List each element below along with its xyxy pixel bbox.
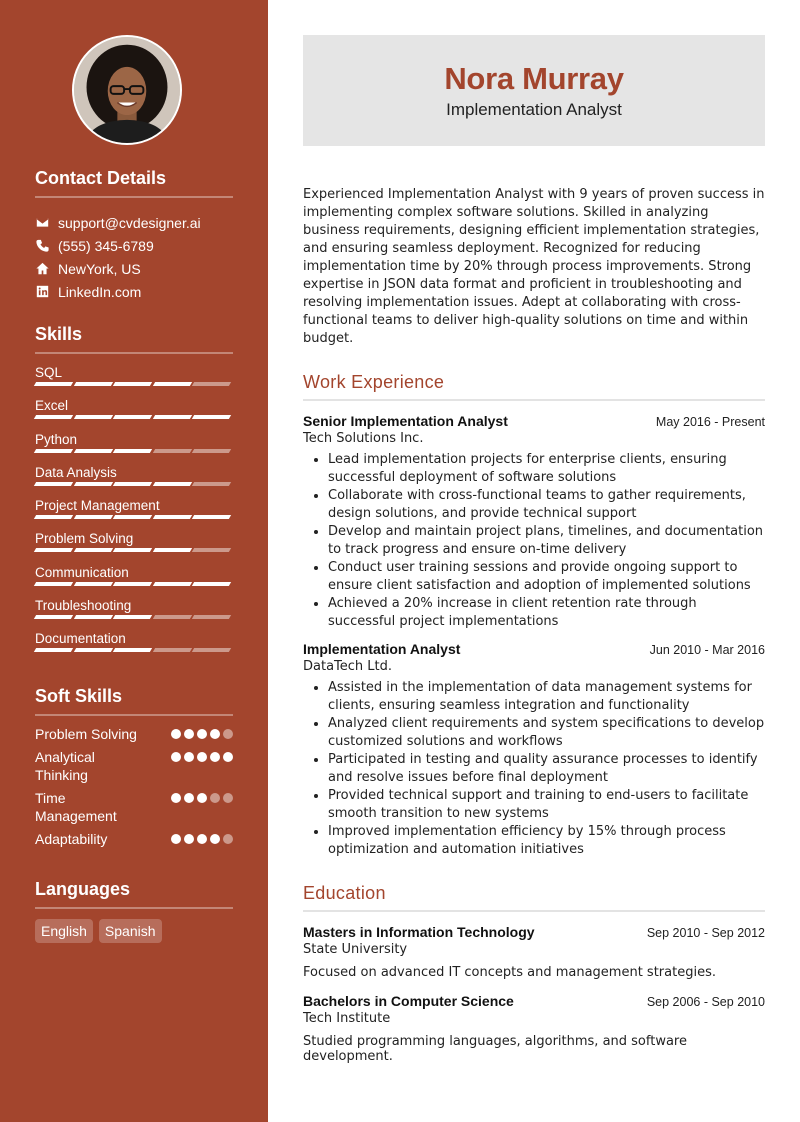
skill-row bbox=[35, 529, 233, 562]
job-date: May 2016 - Present bbox=[655, 415, 765, 429]
rating-dot bbox=[184, 793, 194, 803]
skill-level-segment bbox=[113, 615, 152, 619]
degree-title: Bachelors in Computer Science bbox=[303, 993, 514, 1009]
skill-label: Project Management bbox=[35, 498, 160, 514]
skill-row bbox=[35, 463, 233, 496]
skill-level-segment bbox=[153, 482, 192, 486]
soft-skill-label: Adaptability bbox=[35, 831, 108, 847]
avatar bbox=[74, 37, 180, 143]
skill-level-segment bbox=[153, 415, 192, 419]
work-section bbox=[303, 372, 765, 859]
soft-skill-row bbox=[35, 830, 233, 848]
skill-level-bar bbox=[35, 548, 233, 552]
skill-level-segment bbox=[73, 382, 112, 386]
rating-dot bbox=[171, 793, 181, 803]
job-bullet: • Conduct user training sessions and provide ongoing support to ensure client satisfaction and adoption of implemented solutions bbox=[328, 559, 765, 595]
rating-dot bbox=[171, 834, 181, 844]
skill-level-segment bbox=[113, 415, 152, 419]
rating-dot bbox=[210, 793, 220, 803]
skill-level-segment bbox=[192, 515, 231, 519]
contact-section bbox=[35, 168, 233, 303]
skill-level-segment bbox=[113, 482, 152, 486]
home-icon bbox=[35, 262, 49, 276]
skill-level-bar bbox=[35, 615, 233, 619]
linkedin-icon bbox=[35, 285, 49, 299]
profile-photo bbox=[72, 35, 182, 145]
skill-level-segment bbox=[73, 515, 112, 519]
skill-level-segment bbox=[153, 382, 192, 386]
skill-level-segment bbox=[113, 648, 152, 652]
skill-level-segment bbox=[73, 548, 112, 552]
job-entry bbox=[303, 641, 765, 859]
skill-level-segment bbox=[113, 582, 152, 586]
skill-level-segment bbox=[73, 648, 112, 652]
rating-dot bbox=[223, 834, 233, 844]
rating-dot bbox=[210, 752, 220, 762]
summary: Experienced Implementation Analyst with 9 years of proven success in implementing complex software solutions. Skilled in analyzing business requirements, designing efficient implementation strategies, and ensuring seamless deployment. Recognized for reducing implementation time by 20% through process improvements. Strong expertise in JSON data format and proficient in troubleshooting and resolving implementation issues. Adept at collaborating with cross-functional teams to deliver high-quality solutions on time and within budget. bbox=[303, 187, 765, 346]
skill-level-segment bbox=[113, 449, 152, 453]
skill-label: Problem Solving bbox=[35, 531, 134, 547]
skills-heading: Skills bbox=[35, 324, 233, 354]
skill-level-segment bbox=[34, 548, 73, 552]
skill-level-segment bbox=[192, 548, 231, 552]
soft-skill-rating bbox=[171, 834, 233, 844]
skill-label: Python bbox=[35, 431, 78, 447]
skill-level-segment bbox=[192, 615, 231, 619]
skill-level-segment bbox=[73, 582, 112, 586]
skill-level-bar bbox=[35, 515, 233, 519]
skill-level-bar bbox=[35, 582, 233, 586]
skill-row bbox=[35, 596, 233, 629]
education-section bbox=[303, 883, 765, 1064]
degree-description: Studied programming languages, algorithms, and software development. bbox=[303, 1034, 687, 1064]
skill-level-segment bbox=[153, 449, 192, 453]
skill-level-bar bbox=[35, 648, 233, 652]
job-bullet: • Assisted in the implementation of data management systems for clients, ensuring seamless integration and functionality bbox=[328, 679, 765, 715]
skill-label: Communication bbox=[35, 564, 129, 580]
skill-level-segment bbox=[73, 482, 112, 486]
phone-icon bbox=[35, 239, 49, 253]
skill-label: Excel bbox=[35, 398, 69, 414]
job-bullets bbox=[303, 679, 765, 859]
job-bullet: • Analyzed client requirements and system specifications to develop customized solutions and workflows bbox=[328, 715, 765, 751]
email-icon bbox=[35, 216, 49, 230]
sidebar bbox=[0, 0, 268, 1122]
rating-dot bbox=[184, 752, 194, 762]
skill-level-segment bbox=[34, 449, 73, 453]
skill-label: Documentation bbox=[35, 631, 126, 647]
soft-skill-label: Analytical Thinking bbox=[35, 749, 95, 783]
contact-email-text: support@cvdesigner.ai bbox=[58, 214, 201, 231]
soft-skills-section bbox=[35, 686, 233, 853]
soft-skill-row bbox=[35, 789, 233, 825]
skill-level-segment bbox=[113, 515, 152, 519]
skill-level-segment bbox=[73, 415, 112, 419]
contact-location-text: NewYork, US bbox=[58, 260, 141, 277]
soft-skill-rating bbox=[171, 752, 233, 762]
skill-level-segment bbox=[192, 382, 231, 386]
job-title: Senior Implementation Analyst bbox=[303, 413, 508, 429]
job-company: DataTech Ltd. bbox=[303, 659, 393, 674]
job-bullet: • Provided technical support and training to end-users to facilitate smooth transition to new systems bbox=[328, 787, 765, 823]
skill-level-segment bbox=[73, 449, 112, 453]
degree-description: Focused on advanced IT concepts and management strategies. bbox=[303, 965, 716, 980]
work-heading: Work Experience bbox=[303, 372, 765, 401]
skill-level-segment bbox=[153, 615, 192, 619]
soft-skill-rating bbox=[171, 729, 233, 739]
soft-skills-heading: Soft Skills bbox=[35, 686, 233, 716]
job-company: Tech Solutions Inc. bbox=[303, 431, 424, 446]
skills-section bbox=[35, 324, 233, 663]
skill-level-bar bbox=[35, 449, 233, 453]
degree-date: Sep 2010 - Sep 2012 bbox=[646, 926, 765, 940]
person-name: Nora Murray bbox=[444, 61, 624, 96]
languages-heading: Languages bbox=[35, 879, 233, 909]
skill-level-segment bbox=[113, 382, 152, 386]
rating-dot bbox=[197, 752, 207, 762]
education-entry bbox=[303, 924, 765, 980]
job-date: Jun 2010 - Mar 2016 bbox=[649, 643, 765, 657]
person-title: Implementation Analyst bbox=[446, 100, 622, 119]
job-bullets bbox=[303, 451, 765, 631]
job-bullet: • Achieved a 20% increase in client retention rate through successful project implementations bbox=[328, 595, 765, 631]
skill-level-segment bbox=[153, 548, 192, 552]
skill-level-segment bbox=[113, 548, 152, 552]
contact-location bbox=[35, 257, 233, 280]
rating-dot bbox=[184, 729, 194, 739]
skill-level-segment bbox=[73, 615, 112, 619]
skill-level-segment bbox=[192, 648, 231, 652]
rating-dot bbox=[210, 729, 220, 739]
skill-row bbox=[35, 629, 233, 662]
skill-level-bar bbox=[35, 482, 233, 486]
contact-linkedin[interactable] bbox=[35, 280, 233, 303]
job-bullet: • Improved implementation efficiency by 15% through process optimization and automation initiatives bbox=[328, 823, 765, 859]
soft-skill-row bbox=[35, 725, 233, 743]
job-bullet: • Collaborate with cross-functional teams to gather requirements, design solutions, and provide technical support bbox=[328, 487, 765, 523]
job-bullet: • Develop and maintain project plans, timelines, and documentation to track progress and ensure on-time delivery bbox=[328, 523, 765, 559]
rating-dot bbox=[197, 793, 207, 803]
skill-level-segment bbox=[192, 582, 231, 586]
rating-dot bbox=[223, 729, 233, 739]
contact-phone[interactable] bbox=[35, 234, 233, 257]
rating-dot bbox=[210, 834, 220, 844]
skill-row bbox=[35, 363, 233, 396]
education-entry bbox=[303, 993, 765, 1064]
rating-dot bbox=[197, 729, 207, 739]
contact-linkedin-text: LinkedIn.com bbox=[58, 283, 142, 300]
rating-dot bbox=[223, 752, 233, 762]
skill-level-segment bbox=[153, 515, 192, 519]
skill-level-segment bbox=[34, 415, 73, 419]
skill-level-segment bbox=[153, 648, 192, 652]
soft-skill-label: Time Management bbox=[35, 790, 117, 824]
contact-phone-text: (555) 345-6789 bbox=[58, 237, 154, 254]
contact-heading: Contact Details bbox=[35, 168, 233, 198]
skill-row bbox=[35, 396, 233, 429]
rating-dot bbox=[171, 729, 181, 739]
rating-dot bbox=[184, 834, 194, 844]
skill-level-segment bbox=[192, 449, 231, 453]
degree-date: Sep 2006 - Sep 2010 bbox=[646, 995, 765, 1009]
education-heading: Education bbox=[303, 883, 765, 912]
skill-level-bar bbox=[35, 415, 233, 419]
job-entry bbox=[303, 413, 765, 631]
school-name: Tech Institute bbox=[303, 1011, 391, 1026]
rating-dot bbox=[223, 793, 233, 803]
job-bullet: • Participated in testing and quality assurance processes to identify and resolve issues before final deployment bbox=[328, 751, 765, 787]
soft-skill-label: Problem Solving bbox=[35, 726, 137, 742]
rating-dot bbox=[171, 752, 181, 762]
soft-skill-rating bbox=[171, 793, 233, 803]
degree-title: Masters in Information Technology bbox=[303, 924, 535, 940]
skill-row bbox=[35, 496, 233, 529]
skill-level-segment bbox=[192, 482, 231, 486]
language-badge-english: English bbox=[35, 919, 93, 943]
skill-label: Data Analysis bbox=[35, 464, 117, 480]
skill-label: SQL bbox=[35, 365, 63, 380]
skill-level-segment bbox=[153, 582, 192, 586]
main-content bbox=[303, 35, 765, 1064]
skill-level-bar bbox=[35, 382, 233, 386]
skill-level-segment bbox=[192, 415, 231, 419]
job-bullet: • Lead implementation projects for enterprise clients, ensuring successful deployment of software solutions bbox=[328, 451, 765, 487]
soft-skill-row bbox=[35, 748, 233, 784]
rating-dot bbox=[197, 834, 207, 844]
skill-row bbox=[35, 430, 233, 463]
languages-section bbox=[35, 879, 233, 943]
skill-label: Troubleshooting bbox=[35, 598, 132, 614]
job-title: Implementation Analyst bbox=[303, 641, 461, 657]
skill-row bbox=[35, 563, 233, 596]
skill-level-segment bbox=[34, 482, 73, 486]
skill-level-segment bbox=[34, 582, 73, 586]
skill-level-segment bbox=[34, 615, 73, 619]
skill-level-segment bbox=[34, 382, 73, 386]
language-badge-spanish: Spanish bbox=[99, 919, 162, 943]
header bbox=[303, 35, 765, 146]
skill-level-segment bbox=[34, 648, 73, 652]
school-name: State University bbox=[303, 942, 408, 957]
contact-email[interactable] bbox=[35, 211, 233, 234]
skill-level-segment bbox=[34, 515, 73, 519]
